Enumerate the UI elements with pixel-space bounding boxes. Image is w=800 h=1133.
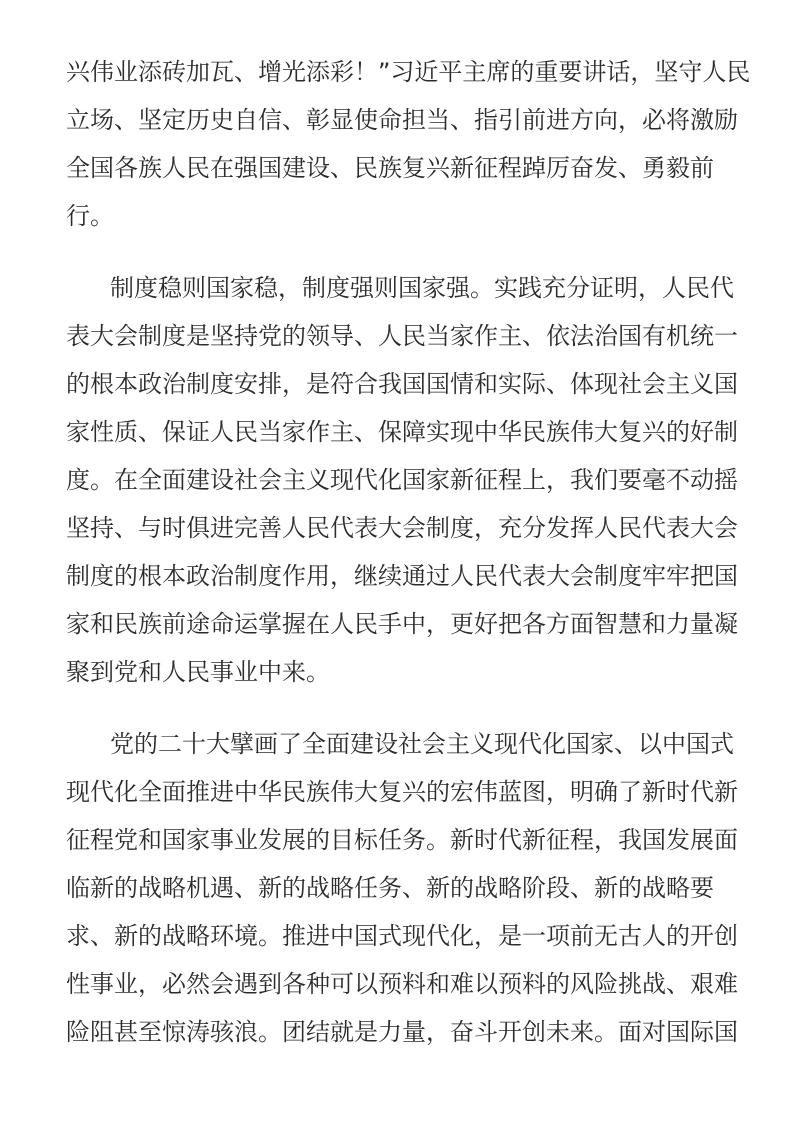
paragraph-1 bbox=[66, 48, 751, 240]
text-line: 度。在全面建设社会主义现代化国家新征程上，我们要毫不动摇 bbox=[66, 466, 738, 494]
text-line: 聚到党和人民事业中来。 bbox=[66, 658, 330, 686]
text-line: 家性质、保证人民当家作主、保障实现中华民族伟大复兴的好制 bbox=[66, 418, 738, 446]
paragraph-3 bbox=[66, 720, 736, 1056]
text-line: 临新的战略机遇、新的战略任务、新的战略阶段、新的战略要 bbox=[66, 874, 714, 902]
text-line: 的根本政治制度安排，是符合我国国情和实际、体现社会主义国 bbox=[66, 370, 738, 398]
paragraph-2 bbox=[66, 264, 736, 696]
text-line: 全国各族人民在强国建设、民族复兴新征程踔厉奋发、勇毅前 bbox=[66, 154, 714, 182]
text-line: 行。 bbox=[66, 202, 114, 230]
text-line-first: 党的二十大擘画了全面建设社会主义现代化国家、以中国式 bbox=[110, 730, 734, 758]
text-line: 求、新的战略环境。推进中国式现代化，是一项前无古人的开创 bbox=[66, 922, 738, 950]
text-line: 表大会制度是坚持党的领导、人民当家作主、依法治国有机统一 bbox=[66, 322, 738, 350]
document-body bbox=[66, 48, 751, 1080]
text-line: 现代化全面推进中华民族伟大复兴的宏伟蓝图，明确了新时代新 bbox=[66, 778, 738, 806]
text-line: 兴伟业添砖加瓦、增光添彩！”习近平主席的重要讲话，坚守人民 bbox=[66, 58, 751, 86]
text-line: 家和民族前途命运掌握在人民手中，更好把各方面智慧和力量凝 bbox=[66, 610, 738, 638]
text-line-first: 制度稳则国家稳，制度强则国家强。实践充分证明，人民代 bbox=[110, 274, 734, 302]
text-line: 险阻甚至惊涛骇浪。团结就是力量，奋斗开创未来。面对国际国 bbox=[66, 1018, 738, 1046]
text-line: 坚持、与时俱进完善人民代表大会制度，充分发挥人民代表大会 bbox=[66, 514, 738, 542]
text-line: 制度的根本政治制度作用，继续通过人民代表大会制度牢牢把国 bbox=[66, 562, 738, 590]
text-line: 征程党和国家事业发展的目标任务。新时代新征程，我国发展面 bbox=[66, 826, 738, 854]
text-line: 性事业，必然会遇到各种可以预料和难以预料的风险挑战、艰难 bbox=[66, 970, 738, 998]
text-line: 立场、坚定历史自信、彰显使命担当、指引前进方向，必将激励 bbox=[66, 106, 738, 134]
